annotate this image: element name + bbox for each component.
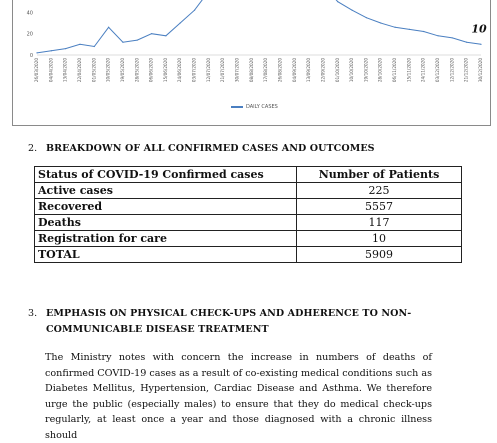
data-point (94, 46, 95, 47)
x-tick-label: 12/07/2020 (205, 58, 211, 83)
row-value-registration: 10 (297, 231, 462, 247)
data-point (65, 48, 66, 49)
data-point (452, 37, 453, 38)
data-point (380, 22, 381, 23)
row-label-recovered: Recovered (35, 199, 297, 215)
chart-legend (231, 104, 278, 110)
data-point (466, 42, 467, 43)
x-tick-label: 06/06/2020 (148, 58, 154, 83)
row-value-active: 225 (297, 183, 462, 199)
x-tick-label: 06/11/2020 (392, 58, 398, 83)
data-point (165, 35, 166, 36)
legend-label: DAILY CASES (246, 104, 278, 110)
x-tick-label: 10/05/2020 (105, 58, 111, 83)
x-tick-label: 28/10/2020 (377, 58, 383, 83)
table-row (35, 199, 462, 215)
table-header-status: Status of COVID-19 Confirmed cases (35, 167, 297, 183)
data-point (36, 52, 37, 53)
data-point (409, 29, 410, 30)
x-tick-label: 13/04/2020 (62, 57, 68, 83)
x-tick-label: 22/09/2020 (320, 58, 326, 83)
section-3-heading (28, 308, 411, 319)
x-tick-label: 30/07/2020 (234, 58, 240, 83)
x-tick-label: 15/11/2020 (406, 58, 412, 83)
last-point-data-label: 10 (471, 22, 487, 36)
x-tick-label: 08/08/2020 (248, 58, 254, 83)
row-value-deaths: 117 (297, 215, 462, 231)
x-tick-label: 26/08/2020 (277, 58, 283, 83)
x-tick-label: 03/07/2020 (191, 58, 197, 83)
x-tick-label: 04/04/2020 (48, 58, 54, 83)
row-label-total: TOTAL (35, 247, 297, 263)
x-tick-label: 10/10/2020 (349, 58, 355, 83)
x-tick-label: 19/10/2020 (363, 58, 369, 83)
x-tick-label: 24/11/2020 (420, 58, 426, 83)
section-3-heading-line2 (46, 324, 269, 335)
data-point (480, 44, 481, 45)
data-point (437, 35, 438, 36)
x-tick-label: 21/12/2020 (463, 58, 469, 83)
table-row (35, 215, 462, 231)
row-value-recovered: 5557 (297, 199, 462, 215)
row-label-registration: Registration for care (35, 231, 297, 247)
x-tick-label: 19/05/2020 (119, 58, 125, 83)
section-2-number: 2. (28, 143, 38, 154)
row-label-active: Active cases (35, 183, 297, 199)
series-line-daily-cases (37, 0, 481, 53)
data-point (137, 39, 138, 40)
data-point (337, 1, 338, 2)
y-tick-label: 0 (29, 53, 33, 59)
data-point (366, 17, 367, 18)
table-header-row (35, 167, 462, 183)
x-tick-label: 30/12/2020 (478, 58, 483, 83)
section-3-title-line2: COMMUNICABLE DISEASE TREATMENT (46, 324, 269, 335)
data-point (423, 31, 424, 32)
x-tick-label: 28/05/2020 (134, 57, 140, 83)
row-label-deaths: Deaths (35, 215, 297, 231)
x-tick-label: 04/09/2020 (291, 58, 297, 83)
data-point (180, 22, 181, 23)
x-tick-label: 15/06/2020 (162, 58, 168, 83)
section-3-number: 3. (28, 308, 38, 319)
data-point (394, 27, 395, 28)
table-row (35, 231, 462, 247)
x-tick-label: 01/05/2020 (91, 58, 97, 83)
table-row (35, 183, 462, 199)
x-tick-label: 12/12/2020 (449, 58, 455, 83)
section-2-title: BREAKDOWN OF ALL CONFIRMED CASES AND OUTCOMES (46, 143, 375, 154)
x-tick-label: 01/10/2020 (334, 58, 340, 83)
table-header-count: Number of Patients (297, 167, 462, 183)
data-point (151, 33, 152, 34)
x-tick-label: 26/03/2020 (34, 58, 39, 83)
x-tick-label: 21/07/2020 (220, 58, 226, 83)
table-row-total (35, 247, 462, 263)
section-2-heading (28, 143, 375, 154)
x-tick-label: 22/04/2020 (76, 58, 82, 83)
x-tick-label: 17/08/2020 (263, 58, 269, 83)
data-point (122, 42, 123, 43)
outcomes-table (34, 166, 462, 263)
legend-swatch (231, 106, 243, 108)
section-3-title-line1: EMPHASIS ON PHYSICAL CHECK-UPS AND ADHERENCE TO NON- (46, 308, 412, 319)
y-tick-label: 20 (26, 31, 33, 38)
data-point (79, 44, 80, 45)
section-3-paragraph: The Ministry notes with concern the increase in numbers of deaths of confirmed COVID-19 cases as a result of co-existing medical conditions such as Diabetes Mellitus, Hypertension, Cardiac Disease and Asthma. We therefore urge the public (especially males) to ensure that they do medical check-ups regularly, at least once a year and those diagnosed with a chronic illness should (45, 352, 432, 441)
x-tick-label: 24/06/2020 (177, 58, 183, 83)
y-tick-label: 40 (26, 10, 33, 17)
data-point (108, 27, 109, 28)
row-value-total: 5909 (297, 247, 462, 263)
data-point (194, 10, 195, 11)
data-point (351, 10, 352, 11)
daily-cases-chart (12, 0, 491, 126)
data-point (51, 50, 52, 51)
x-tick-label: 13/09/2020 (306, 58, 312, 83)
x-tick-label: 03/12/2020 (435, 58, 441, 83)
